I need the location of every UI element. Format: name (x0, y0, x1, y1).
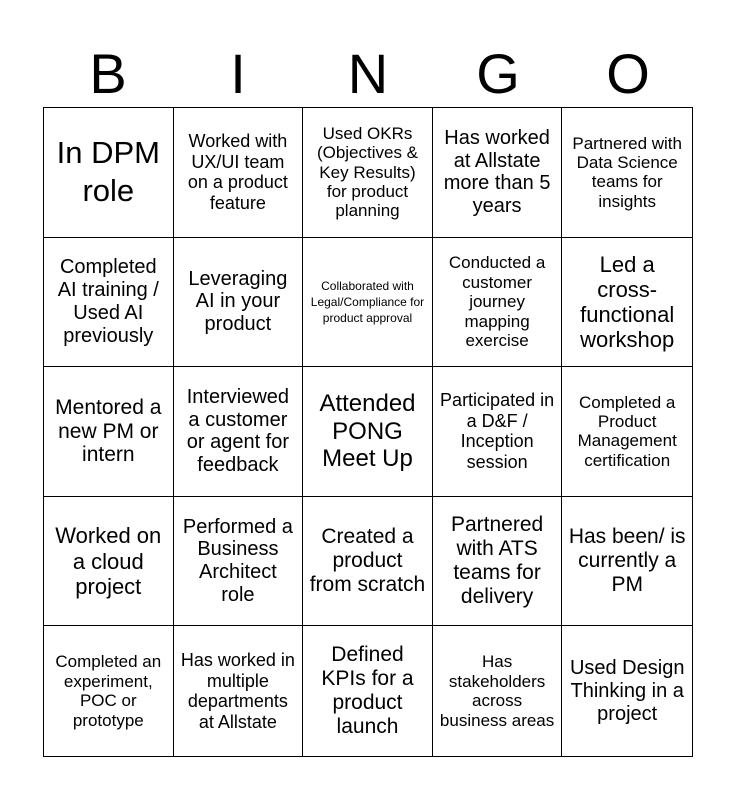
bingo-cell[interactable] (303, 626, 433, 756)
bingo-cell[interactable] (44, 497, 174, 627)
bingo-cell[interactable] (562, 238, 692, 368)
cell-text: Worked on a cloud project (55, 523, 162, 599)
cell-text: Has stakeholders across business areas (439, 652, 555, 730)
cell-text: Performed a Business Architect role (182, 515, 293, 606)
header-letter-g: G (476, 42, 520, 105)
bingo-cell[interactable] (562, 626, 692, 756)
bingo-cell[interactable] (44, 626, 174, 756)
bingo-cell[interactable] (303, 367, 433, 497)
bingo-cell[interactable] (562, 108, 692, 238)
bingo-cell[interactable] (44, 367, 174, 497)
bingo-cell[interactable] (303, 238, 433, 368)
cell-text: Used OKRs (Objectives & Key Results) for product planning (316, 123, 419, 221)
bingo-header (43, 40, 693, 108)
cell-text: Worked with UX/UI team on a product feature (187, 131, 288, 213)
bingo-cell[interactable] (562, 497, 692, 627)
bingo-cell[interactable] (433, 108, 563, 238)
bingo-cell[interactable] (44, 238, 174, 368)
cell-text: Has worked in multiple departments at Allstate (180, 650, 295, 732)
cell-text: Used Design Thinking in a project (569, 657, 685, 725)
bingo-cell[interactable] (44, 108, 174, 238)
bingo-cell[interactable] (562, 367, 692, 497)
bingo-cell[interactable] (174, 108, 304, 238)
cell-text: Participated in a D&F / Inception session (440, 390, 555, 472)
cell-text: Completed an experiment, POC or prototype (55, 652, 162, 730)
bingo-cell[interactable] (433, 238, 563, 368)
bingo-cell[interactable] (174, 626, 304, 756)
cell-text: Interviewed a customer or agent for feedback (186, 385, 290, 477)
cell-text: Collaborated with Legal/Compliance for product approval (310, 278, 425, 325)
bingo-cell[interactable] (174, 238, 304, 368)
header-letter-n: N (347, 42, 389, 105)
cell-text: Led a cross-functional workshop (580, 251, 675, 352)
cell-text: Partnered with Data Science teams for insights (572, 133, 682, 211)
cell-text: Mentored a new PM or intern (55, 395, 162, 467)
bingo-cell[interactable] (303, 108, 433, 238)
cell-text: Completed a Product Management certification (577, 392, 677, 470)
cell-text: Created a product from scratch (309, 525, 426, 597)
cell-text: Conducted a customer journey mapping exercise (448, 253, 546, 350)
cell-text: In DPM role (56, 134, 160, 209)
cell-text: Completed AI training / Used AI previously (57, 256, 159, 347)
cell-text: Partnered with ATS teams for delivery (450, 513, 544, 609)
bingo-cell[interactable] (303, 497, 433, 627)
bingo-cell[interactable] (174, 497, 304, 627)
cell-text: Leveraging AI in your product (188, 267, 288, 336)
bingo-cell[interactable] (174, 367, 304, 497)
header-letter-b: B (89, 42, 127, 105)
header-letter-i: I (230, 42, 246, 105)
bingo-cell[interactable] (433, 367, 563, 497)
bingo-cell[interactable] (433, 626, 563, 756)
bingo-board (43, 107, 693, 757)
header-letter-o: O (606, 42, 650, 105)
cell-text: Has been/ is currently a PM (568, 525, 686, 597)
bingo-cell[interactable] (433, 497, 563, 627)
cell-text: Has worked at Allstate more than 5 years (443, 126, 551, 218)
cell-text: Defined KPIs for a product launch (321, 643, 414, 739)
cell-text: Attended PONG Meet Up (319, 390, 416, 473)
